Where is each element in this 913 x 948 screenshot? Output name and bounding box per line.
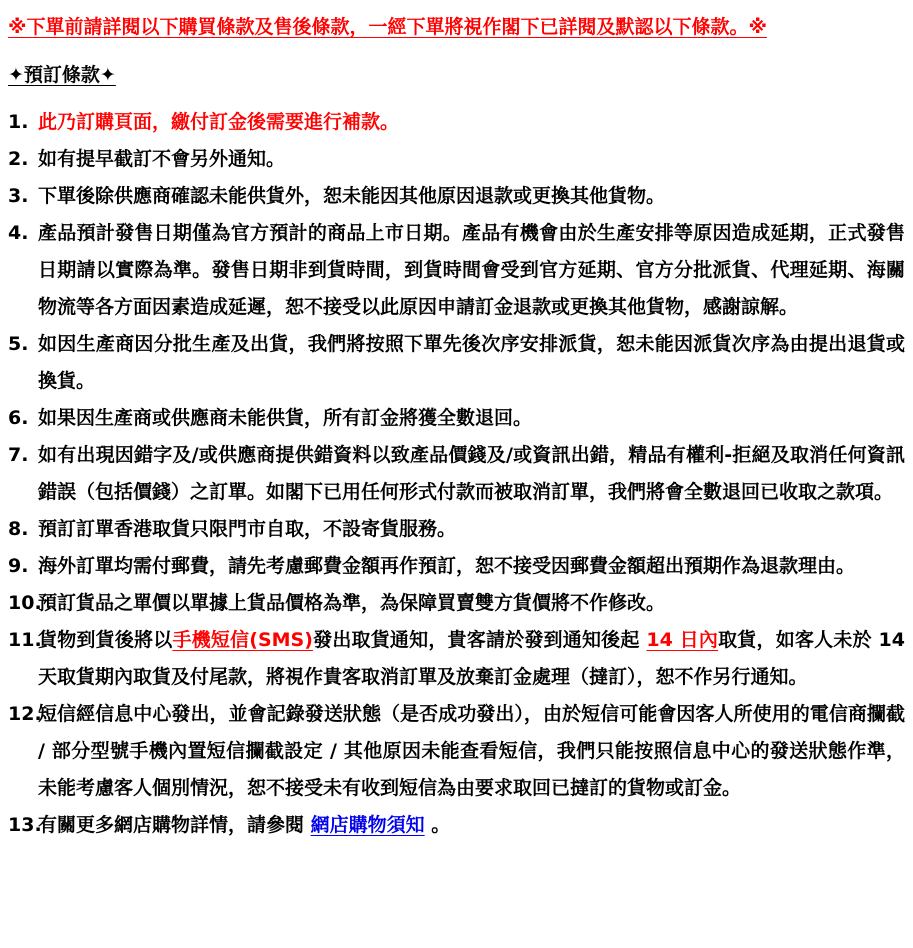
item-text [38,178,905,215]
list-item [8,585,905,622]
text-segment: 預訂貨品之單價以單據上貨品價格為準，為保障買賣雙方貨價將不作修改。 [38,592,666,614]
text-segment: 14 日內 [646,629,719,651]
item-text [38,141,905,178]
item-number: 11. [8,629,42,651]
text-segment: 下單後除供應商確認未能供貨外，恕未能因其他原因退款或更換其他貨物。 [38,185,666,207]
item-number: 4. [8,222,29,244]
item-number: 12. [8,703,42,725]
item-number: 2. [8,148,29,170]
list-item [8,141,905,178]
item-text [38,696,905,807]
list-item [8,400,905,437]
item-text [38,104,905,141]
list-item [8,178,905,215]
text-segment: 預訂訂單香港取貨只限門市自取，不設寄貨服務。 [38,518,457,540]
text-segment: 海外訂單均需付郵費，請先考慮郵費金額再作預訂，恕不接受因郵費金額超出預期作為退款理由。 [38,555,856,577]
item-number: 8. [8,518,29,540]
item-text [38,400,905,437]
item-number: 7. [8,444,29,466]
list-item [8,326,905,400]
text-segment: 產品預計發售日期僅為官方預計的商品上市日期。產品有機會由於生產安排等原因造成延期，正式發售日期請以實際為準。發售日期非到貨時間，到貨時間會受到官方延期、官方分批派貨、代理延期、海關物流等各方面因素造成延遲，恕不接受以此原因申請訂金退款或更換其他貨物，感謝諒解。 [38,222,905,318]
text-segment: 有關更多網店購物詳情，請參閱 [38,814,311,836]
list-item [8,437,905,511]
text-segment: 貨物到貨後將以 [38,629,173,651]
item-number: 6. [8,407,29,429]
text-segment: 。 [424,814,451,836]
text-segment: 如果因生產商或供應商未能供貨，所有訂金將獲全數退回。 [38,407,533,429]
item-text [38,215,905,326]
list-item [8,548,905,585]
list-item [8,622,905,696]
item-text [38,585,905,622]
item-text [38,622,905,696]
list-item [8,807,905,844]
item-number: 5. [8,333,29,355]
shop-guide-link[interactable]: 網店購物須知 [310,814,425,836]
item-number: 10. [8,592,42,614]
item-text [38,807,905,844]
text-segment: 如有出現因錯字及/或供應商提供錯資料以致產品價錢及/或資訊出錯，精品有權利-拒絕及取消任何資訊錯誤（包括價錢）之訂單。如閣下已用任何形式付款而被取消訂單，我們將會全數退回已收取之款項。 [38,444,905,503]
item-number: 9. [8,555,29,577]
text-segment: 如有提早截訂不會另外通知。 [38,148,286,170]
page-title: ※下單前請詳閱以下購買條款及售後條款，一經下單將視作閣下已詳閱及默認以下條款。※ [8,16,767,38]
item-number: 13. [8,814,42,836]
text-segment: 短信經信息中心發出，並會記錄發送狀態（是否成功發出），由於短信可能會因客人所使用的電信商攔截 / 部分型號手機內置短信攔截設定 / 其他原因未能查看短信，我們只能按照信息中心的發送狀態作準，未能考慮客人個別情況，恕不接受未有收到短信為由要求取回已撻訂的貨物或訂金。 [38,703,905,799]
item-text [38,437,905,511]
text-segment: 手機短信(SMS) [172,629,313,651]
item-text [38,548,905,585]
item-text [38,511,905,548]
text-segment: 此乃訂購頁面，繳付訂金後需要進行補款。 [38,111,400,133]
list-item [8,215,905,326]
list-item [8,104,905,141]
text-segment: 取貨，如客人未於 14 天取貨期內取貨及付尾款，將視作貴客取消訂單及放棄訂金處理（撻訂），恕不作另行通知。 [38,629,905,688]
item-number: 1. [8,111,29,133]
list-item [8,511,905,548]
item-number: 3. [8,185,29,207]
list-item [8,696,905,807]
text-segment: 發出取貨通知，貴客請於發到通知後起 [312,629,647,651]
text-segment: 如因生產商因分批生產及出貨，我們將按照下單先後次序安排派貨，恕未能因派貨次序為由提出退貨或換貨。 [38,333,905,392]
section-heading-preorder-terms: ✦預訂條款✦ [8,64,116,86]
item-text [38,326,905,400]
terms-list [8,104,905,844]
